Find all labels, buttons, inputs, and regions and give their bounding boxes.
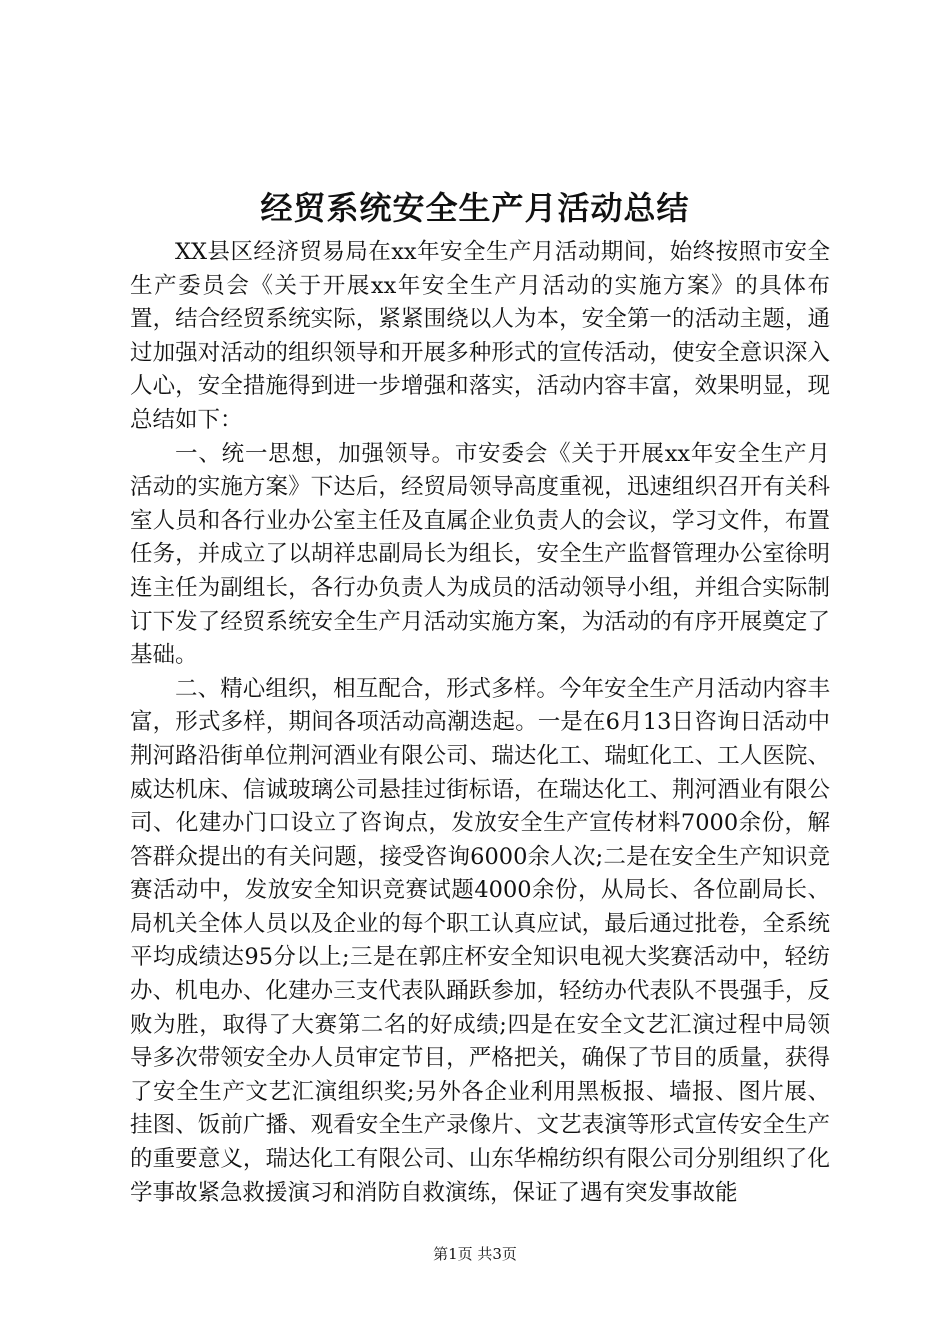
paragraph-section-2: 二、精心组织，相互配合，形式多样。今年安全生产月活动内容丰富，形式多样，期间各项活动高潮迭起。一是在6月13日咨询日活动中荆河路沿街单位荆河酒业有限公司、瑞达化工、瑞虹化工、工人医院、威达机床、信诚玻璃公司悬挂过街标语，在瑞达化工、荆河酒业有限公司、化建办门口设立了咨询点，发放安全生产宣传材料7000余份，解答群众提出的有关问题，接受咨询6000余人次;二是在安全生产知识竞赛活动中，发放安全知识竞赛试题4000余份，从局长、各位副局长、局机关全体人员以及企业的每个职工认真应试，最后通过批卷，全系统平均成绩达95分以上;三是在郭庄杯安全知识电视大奖赛活动中，轻纺办、机电办、化建办三支代表队踊跃参加，轻纺办代表队不畏强手，反败为胜，取得了大赛第二名的好成绩;四是在安全文艺汇演过程中局领导多次带领安全办人员审定节目，严格把关，确保了节目的质量，获得了安全生产文艺汇演组织奖;另外各企业利用黑板报、墙报、图片展、挂图、饭前广播、观看安全生产录像片、文艺表演等形式宣传安全生产的重要意义，瑞达化工有限公司、山东华棉纺织有限公司分别组织了化学事故紧急救援演习和消防自救演练，保证了遇有突发事故能 [130, 675, 830, 1206]
paragraph-section-1: 一、统一思想，加强领导。市安委会《关于开展xx年安全生产月活动的实施方案》下达后，经贸局领导高度重视，迅速组织召开有关科室人员和各行业办公室主任及直属企业负责人的会议，学习文件，布置任务，并成立了以胡祥忠副局长为组长，安全生产监督管理办公室徐明连主任为副组长，各行办负责人为成员的活动领导小组，并组合实际制订下发了经贸系统安全生产月活动实施方案，为活动的有序开展奠定了基础。 [130, 440, 830, 669]
paragraph-intro: XX县区经济贸易局在xx年安全生产月活动期间，始终按照市安全生产委员会《关于开展xx年安全生产月活动的实施方案》的具体布置，结合经贸系统实际，紧紧围绕以人为本，安全第一的活动主题，通过加强对活动的组织领导和开展多种形式的宣传活动，使安全意识深入人心，安全措施得到进一步增强和落实，活动内容丰富，效果明显，现总结如下： [130, 239, 830, 433]
page-number-footer: 第1页 共3页 [433, 1245, 517, 1263]
document-title: 经贸系统安全生产月活动总结 [260, 189, 690, 227]
document-body [130, 236, 830, 1210]
